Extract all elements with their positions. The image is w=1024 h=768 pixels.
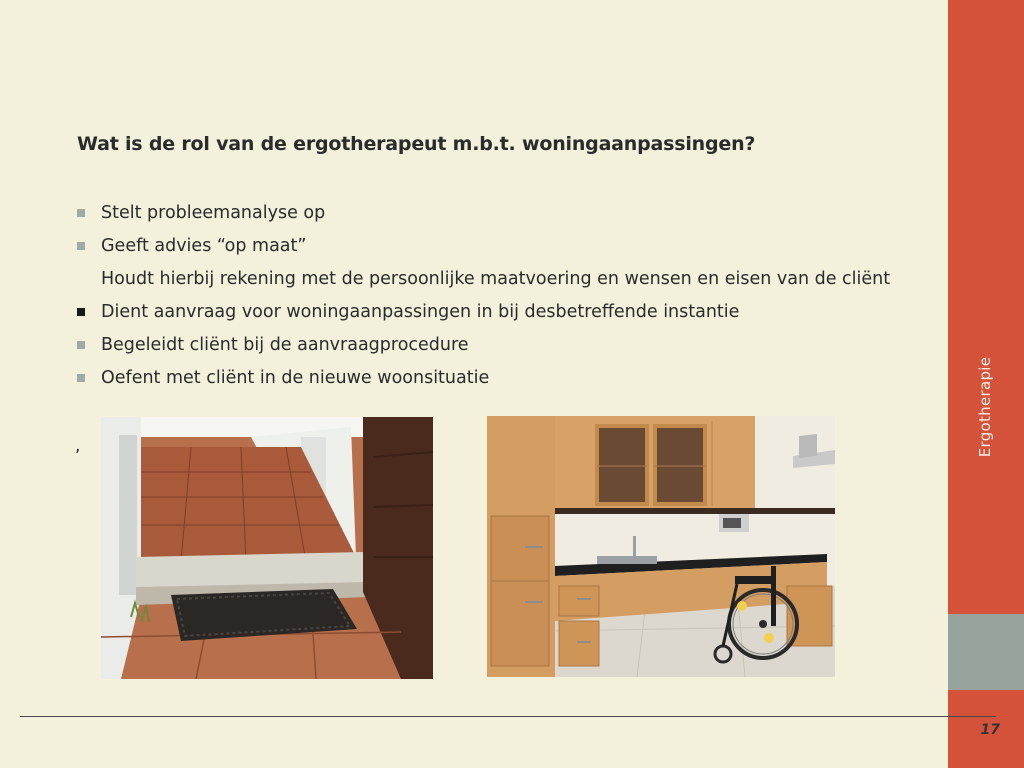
sidebar-accent-bar [948, 0, 1024, 614]
square-bullet-icon [77, 308, 85, 316]
threshold-image [101, 417, 433, 679]
slide-title: Wat is de rol van de ergotherapeut m.b.t. woningaanpassingen? [77, 133, 756, 155]
list-item [77, 234, 947, 267]
sidebar-gray-block [948, 614, 1024, 690]
square-bullet-icon [77, 209, 85, 217]
bullet-list [77, 201, 947, 399]
square-bullet-icon [77, 242, 85, 250]
list-item [77, 201, 947, 234]
square-bullet-icon [77, 374, 85, 382]
list-item-text: Dient aanvraag voor woningaanpassingen in bij desbetreffende instantie [101, 302, 740, 322]
square-bullet-icon [77, 341, 85, 349]
list-item-text: Geeft advies “op maat” [101, 236, 307, 256]
list-item-text: Oefent met cliënt in de nieuwe woonsituatie [101, 368, 490, 388]
stray-text: , [75, 436, 81, 456]
list-item-text: Stelt probleemanalyse op [101, 203, 326, 223]
list-item-text: Begeleidt cliënt bij de aanvraagprocedure [101, 335, 469, 355]
kitchen-image [487, 416, 835, 677]
threshold-photo [101, 417, 433, 679]
sidebar-label: Ergotherapie [976, 356, 994, 458]
list-item [77, 333, 947, 366]
list-item-text: Houdt hierbij rekening met de persoonlijke maatvoering en wensen en eisen van de cliënt [101, 269, 891, 289]
footer-divider [20, 716, 996, 717]
list-item [77, 300, 947, 333]
list-item [77, 267, 947, 300]
page-number: 17 [980, 722, 1000, 738]
list-item [77, 366, 947, 399]
kitchen-photo [487, 416, 835, 677]
